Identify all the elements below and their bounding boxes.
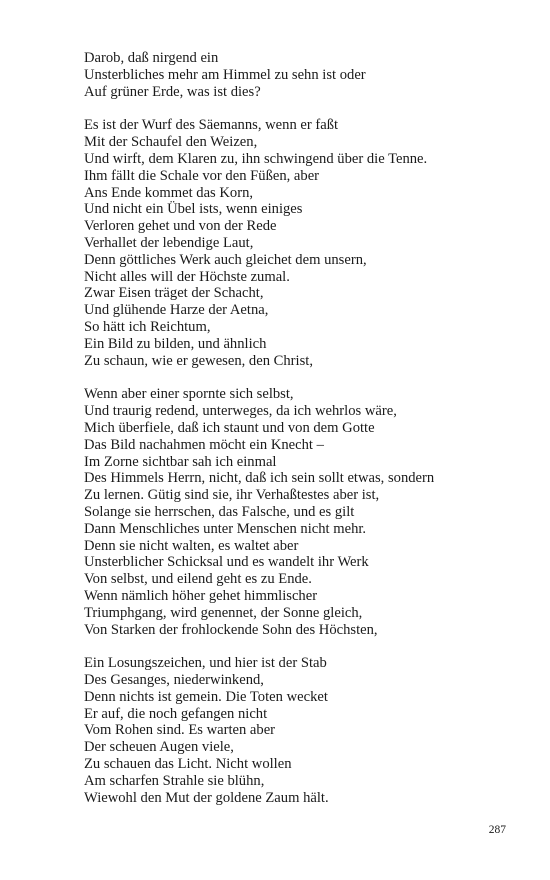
poem-line: Wenn aber einer spornte sich selbst, [84, 386, 294, 403]
poem-line: Ein Bild zu bilden, und ähnlich [84, 335, 267, 352]
poem-line: Ans Ende kommet das Korn, [84, 184, 254, 201]
poem-line: Ihm fällt die Schale vor den Füßen, aber [84, 167, 320, 184]
poem-line: Des Gesanges, niederwinkend, [84, 672, 264, 689]
poem-line: Es ist der Wurf des Säemanns, wenn er faßt [84, 117, 339, 134]
poem-line: Solange sie herrschen, das Falsche, und es gilt [84, 503, 355, 520]
stanza [84, 655, 524, 806]
poem-line: Dann Menschliches unter Menschen nicht mehr. [84, 520, 367, 537]
poem-line: Unsterbliches mehr am Himmel zu sehn ist oder [84, 66, 366, 83]
page-number: 287 [488, 824, 506, 836]
poem-line: Vom Rohen sind. Es warten aber [84, 722, 276, 739]
poem-line: Triumphgang, wird genennet, der Sonne gleich, [84, 604, 363, 621]
poem-line: Er auf, die noch gefangen nicht [84, 705, 268, 722]
poem-line: Und traurig redend, unterweges, da ich wehrlos wäre, [84, 403, 397, 420]
poem-text [84, 50, 524, 823]
poem-line: Darob, daß nirgend ein [84, 50, 219, 66]
poem-line: Verloren gehet und von der Rede [84, 218, 277, 235]
poem-line: Unsterblicher Schicksal und es wandelt ihr Werk [84, 554, 369, 571]
poem-line: Mich überfiele, daß ich staunt und von dem Gotte [84, 419, 375, 436]
poem-line: Nicht alles will der Höchste zumal. [84, 268, 290, 285]
poem-line: Der scheuen Augen viele, [84, 739, 234, 756]
poem-line: Verhallet der lebendige Laut, [84, 234, 254, 251]
poem-line: Zu schaun, wie er gewesen, den Christ, [84, 352, 313, 369]
poem-line: Des Himmels Herrn, nicht, daß ich sein sollt etwas, sondern [84, 470, 435, 487]
poem-line: Mit der Schaufel den Weizen, [84, 134, 258, 151]
poem-line: Zu schauen das Licht. Nicht wollen [84, 756, 292, 773]
poem-line: Und wirft, dem Klaren zu, ihn schwingend über die Tenne. [84, 150, 428, 167]
poem-line: Am scharfen Strahle sie blühn, [84, 772, 265, 789]
poem-line: Wenn nämlich höher gehet himmlischer [84, 587, 318, 604]
poem-line: Zwar Eisen träget der Schacht, [84, 285, 264, 302]
poem-line: Denn sie nicht walten, es waltet aber [84, 537, 299, 554]
stanza [84, 386, 524, 638]
poem-line: Denn nichts ist gemein. Die Toten wecket [84, 688, 328, 705]
poem-line: Im Zorne sichtbar sah ich einmal [84, 453, 277, 470]
poem-line: Und nicht ein Übel ists, wenn einiges [84, 201, 303, 218]
poem-line: Von selbst, und eilend geht es zu Ende. [84, 571, 312, 588]
poem-line: Von Starken der frohlockende Sohn des Höchsten, [84, 621, 378, 638]
poem-line: So hätt ich Reichtum, [84, 318, 211, 335]
poem-line: Zu lernen. Gütig sind sie, ihr Verhaßtestes aber ist, [84, 487, 380, 504]
poem-line: Denn göttliches Werk auch gleichet dem unsern, [84, 251, 367, 268]
poem-line: Wiewohl den Mut der goldene Zaum hält. [84, 789, 329, 806]
poem-line: Auf grüner Erde, was ist dies? [84, 83, 261, 100]
poem-line: Und glühende Harze der Aetna, [84, 302, 269, 319]
poem-line: Ein Losungszeichen, und hier ist der Stab [84, 655, 327, 672]
poem-line: Das Bild nachahmen möcht ein Knecht – [84, 436, 324, 453]
stanza [84, 50, 524, 100]
stanza [84, 117, 524, 369]
